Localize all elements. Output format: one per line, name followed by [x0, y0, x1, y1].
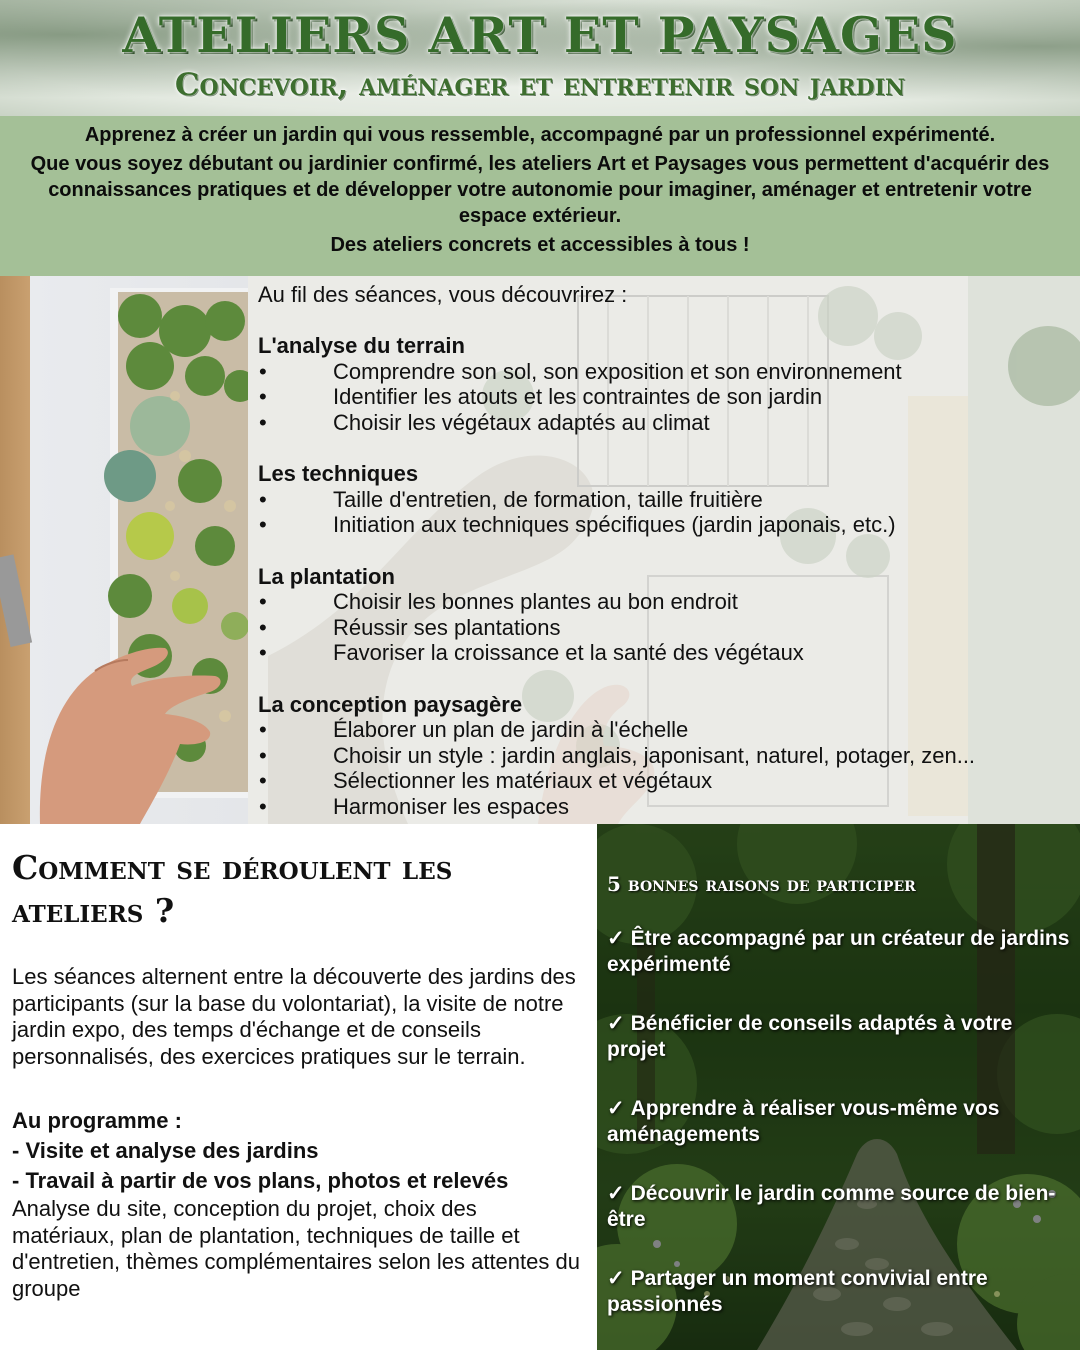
reason-text: Être accompagné par un créateur de jardins expérimenté [607, 927, 1070, 976]
reasons-content [607, 872, 1072, 1317]
intro-line-2: Que vous soyez débutant ou jardinier confirmé, les ateliers Art et Paysages vous permettent d'acquérir des connaissances pratiques et de développer votre autonomie pour imaginer, aménager et entretenir votre espace extérieur. [30, 153, 1050, 227]
list-item: • Choisir les bonnes plantes au bon endroit [258, 589, 1078, 615]
reason-item [607, 926, 1072, 977]
programme-item: - Travail à partir de vos plans, photos et relevés [12, 1168, 509, 1193]
section-list [258, 717, 1078, 819]
section-title: Les techniques [258, 461, 419, 487]
reason-text: Bénéficier de conseils adaptés à votre projet [607, 1012, 1013, 1061]
reason-text: Apprendre à réaliser vous-même vos aménagements [607, 1097, 1000, 1146]
checkmark-icon: ✓ [607, 1012, 625, 1035]
list-item: • Identifier les atouts et les contraintes de son jardin [258, 384, 1078, 410]
program-section [0, 276, 1080, 824]
reason-item [607, 1096, 1072, 1147]
reasons-title: 5 bonnes raisons de participer [607, 872, 916, 896]
section-list [258, 589, 1078, 666]
page-title: ATELIERS ART ET PAYSAGES [122, 6, 958, 64]
reason-item [607, 1181, 1072, 1232]
intro-band [0, 116, 1080, 276]
program-section-techniques [258, 461, 1078, 538]
reason-item [607, 1011, 1072, 1062]
checkmark-icon: ✓ [607, 1267, 625, 1290]
program-section-conception [258, 692, 1078, 820]
intro-line-3: Des ateliers concrets et accessibles à tous ! [330, 234, 750, 256]
programme-title: Au programme : [12, 1108, 182, 1133]
program-lead: Au fil des séances, vous découvrirez : [258, 282, 628, 307]
list-item: • Élaborer un plan de jardin à l'échelle [258, 717, 1078, 743]
reason-text: Découvrir le jardin comme source de bien-être [607, 1182, 1056, 1231]
list-item: • Choisir un style : jardin anglais, japonisant, naturel, potager, zen... [258, 743, 1078, 769]
list-item: • Favoriser la croissance et la santé des végétaux [258, 640, 1078, 666]
reason-item [607, 1266, 1072, 1317]
ateliers-title: Comment se déroulent les ateliers ? [12, 848, 453, 930]
list-item: • Comprendre son sol, son exposition et son environnement [258, 359, 1078, 385]
list-item: • Réussir ses plantations [258, 615, 1078, 641]
list-item: • Sélectionner les matériaux et végétaux [258, 768, 1078, 794]
garden-plan-photo [0, 276, 248, 824]
header-banner [0, 0, 1080, 116]
programme-detail: Analyse du site, conception du projet, choix des matériaux, plan de plantation, techniques de taille et d'entretien, thèmes complémentaires selon les attentes du groupe [12, 1196, 580, 1301]
list-item: • Harmoniser les espaces [258, 794, 1078, 820]
garden-plan-illustration [0, 276, 248, 824]
list-item: • Initiation aux techniques spécifiques (jardin japonais, etc.) [258, 512, 1078, 538]
section-title: La plantation [258, 563, 395, 589]
checkmark-icon: ✓ [607, 927, 625, 950]
section-title: L'analyse du terrain [258, 333, 465, 359]
ateliers-description: Les séances alternent entre la découverte des jardins des participants (sur la base du volontariat), la visite de notre jardin expo, des temps d'échange et de conseils personnalisés, des exercices pratiques sur le terrain. [12, 964, 576, 1069]
section-title: La conception paysagère [258, 691, 523, 717]
checkmark-icon: ✓ [607, 1097, 625, 1120]
list-item: • Taille d'entretien, de formation, taille fruitière [258, 487, 1078, 513]
section-list [258, 359, 1078, 436]
checkmark-icon: ✓ [607, 1182, 625, 1205]
intro-line-1: Apprenez à créer un jardin qui vous ressemble, accompagné par un professionnel expérimenté. [84, 124, 996, 146]
reason-text: Partager un moment convivial entre passionnés [607, 1267, 988, 1316]
section-list [258, 487, 1078, 538]
program-section-plantation [258, 564, 1078, 666]
program-content [258, 282, 1078, 824]
program-section-analyse [258, 333, 1078, 435]
programme-item: - Visite et analyse des jardins [12, 1138, 319, 1163]
reasons-panel [597, 824, 1080, 1350]
ateliers-section [0, 824, 597, 1350]
list-item: • Choisir les végétaux adaptés au climat [258, 410, 1078, 436]
page-subtitle: Concevoir, aménager et entretenir son jardin [174, 67, 906, 103]
